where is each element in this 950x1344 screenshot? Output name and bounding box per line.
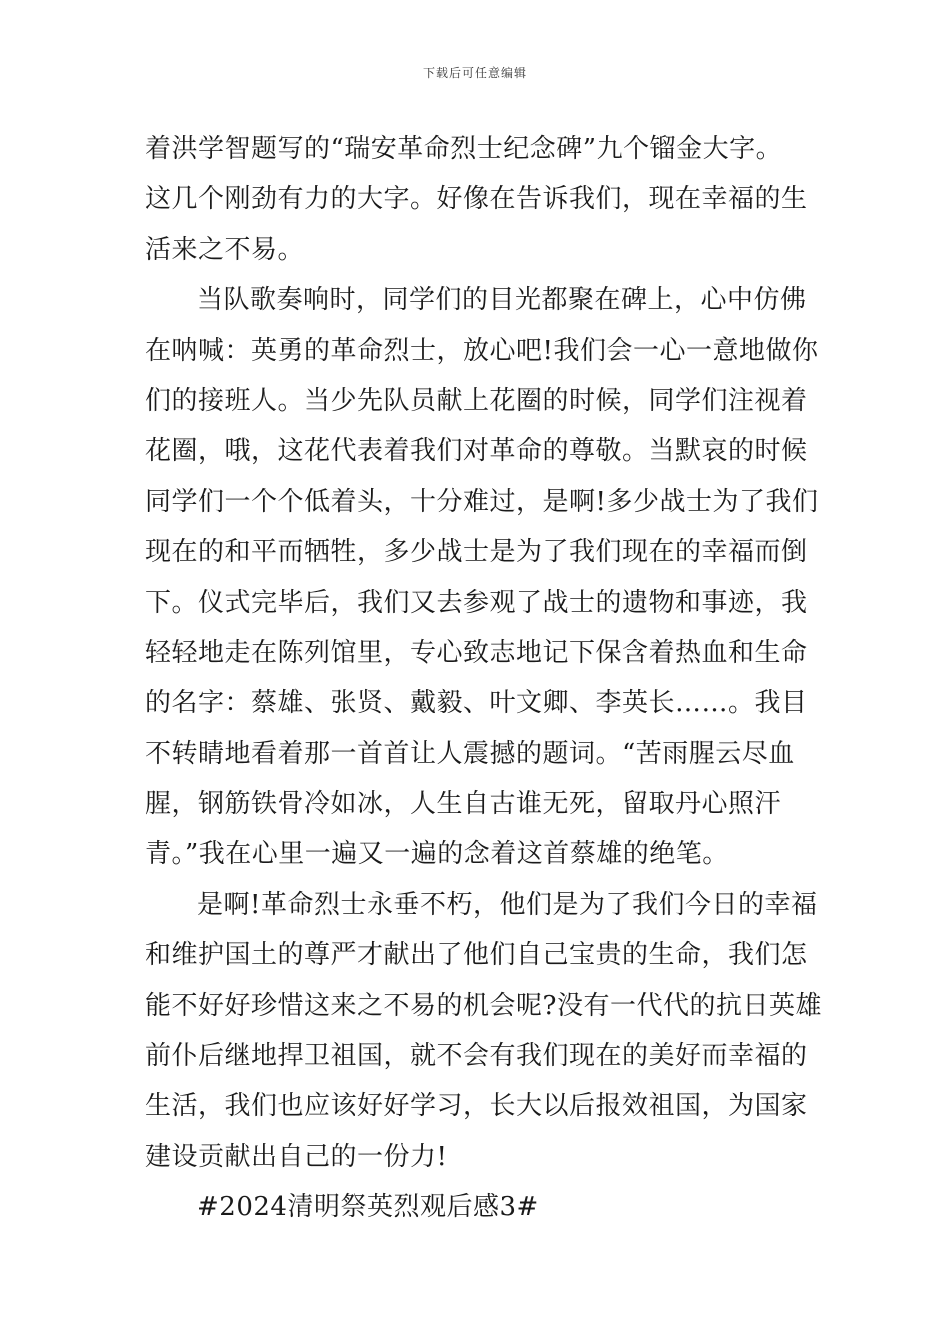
text-line: 们的接班人。当少先队员献上花圈的时候，同学们注视着 <box>145 385 808 416</box>
text-line: 能不好好珍惜这来之不易的机会呢?没有一代代的抗日英雄 <box>145 990 822 1021</box>
text-line: 青。”我在心里一遍又一遍的念着这首蔡雄的绝笔。 <box>145 839 729 870</box>
paragraph-start-line: 当队歌奏响时，同学们的目光都聚在碑上，心中仿佛 <box>197 285 807 316</box>
text-line: 不转睛地看着那一首首让人震撼的题词。“苦雨腥云尽血 <box>145 738 795 769</box>
text-line: 在呐喊：英勇的革命烈士，放心吧!我们会一心一意地做你 <box>145 335 819 366</box>
article-body <box>145 124 822 1233</box>
text-line: 建设贡献出自己的一份力! <box>145 1141 448 1172</box>
text-line: 轻轻地走在陈列馆里，专心致志地记下保含着热血和生命 <box>145 637 808 668</box>
text-line: 这几个刚劲有力的大字。好像在告诉我们，现在幸福的生 <box>145 184 808 215</box>
text-line: 的名字：蔡雄、张贤、戴毅、叶文卿、李英长……。我目 <box>145 688 808 719</box>
section-heading: #2024清明祭英烈观后感3# <box>197 1192 539 1223</box>
text-line: 腥，钢筋铁骨冷如冰，人生自古谁无死，留取丹心照汗 <box>145 789 782 820</box>
text-line: 和维护国土的尊严才献出了他们自己宝贵的生命，我们怎 <box>145 940 808 971</box>
text-line: 现在的和平而牺牲，多少战士是为了我们现在的幸福而倒 <box>145 537 808 568</box>
text-line: 活来之不易。 <box>145 234 305 265</box>
text-line: 前仆后继地捍卫祖国，就不会有我们现在的美好而幸福的 <box>145 1041 808 1072</box>
text-line: 同学们一个个低着头，十分难过，是啊!多少战士为了我们 <box>145 486 819 517</box>
paragraph-start-line: 是啊!革命烈士永垂不朽，他们是为了我们今日的幸福 <box>197 889 818 920</box>
text-line: 花圈，哦，这花代表着我们对革命的尊敬。当默哀的时候 <box>145 436 808 467</box>
page-header-note: 下载后可任意编辑 <box>422 66 527 80</box>
text-line: 下。仪式完毕后，我们又去参观了战士的遗物和事迹，我 <box>145 587 808 618</box>
text-line: 生活，我们也应该好好学习，长大以后报效祖国，为国家 <box>145 1091 808 1122</box>
text-line: 着洪学智题写的“瑞安革命烈士纪念碑”九个镏金大字。 <box>145 134 783 164</box>
